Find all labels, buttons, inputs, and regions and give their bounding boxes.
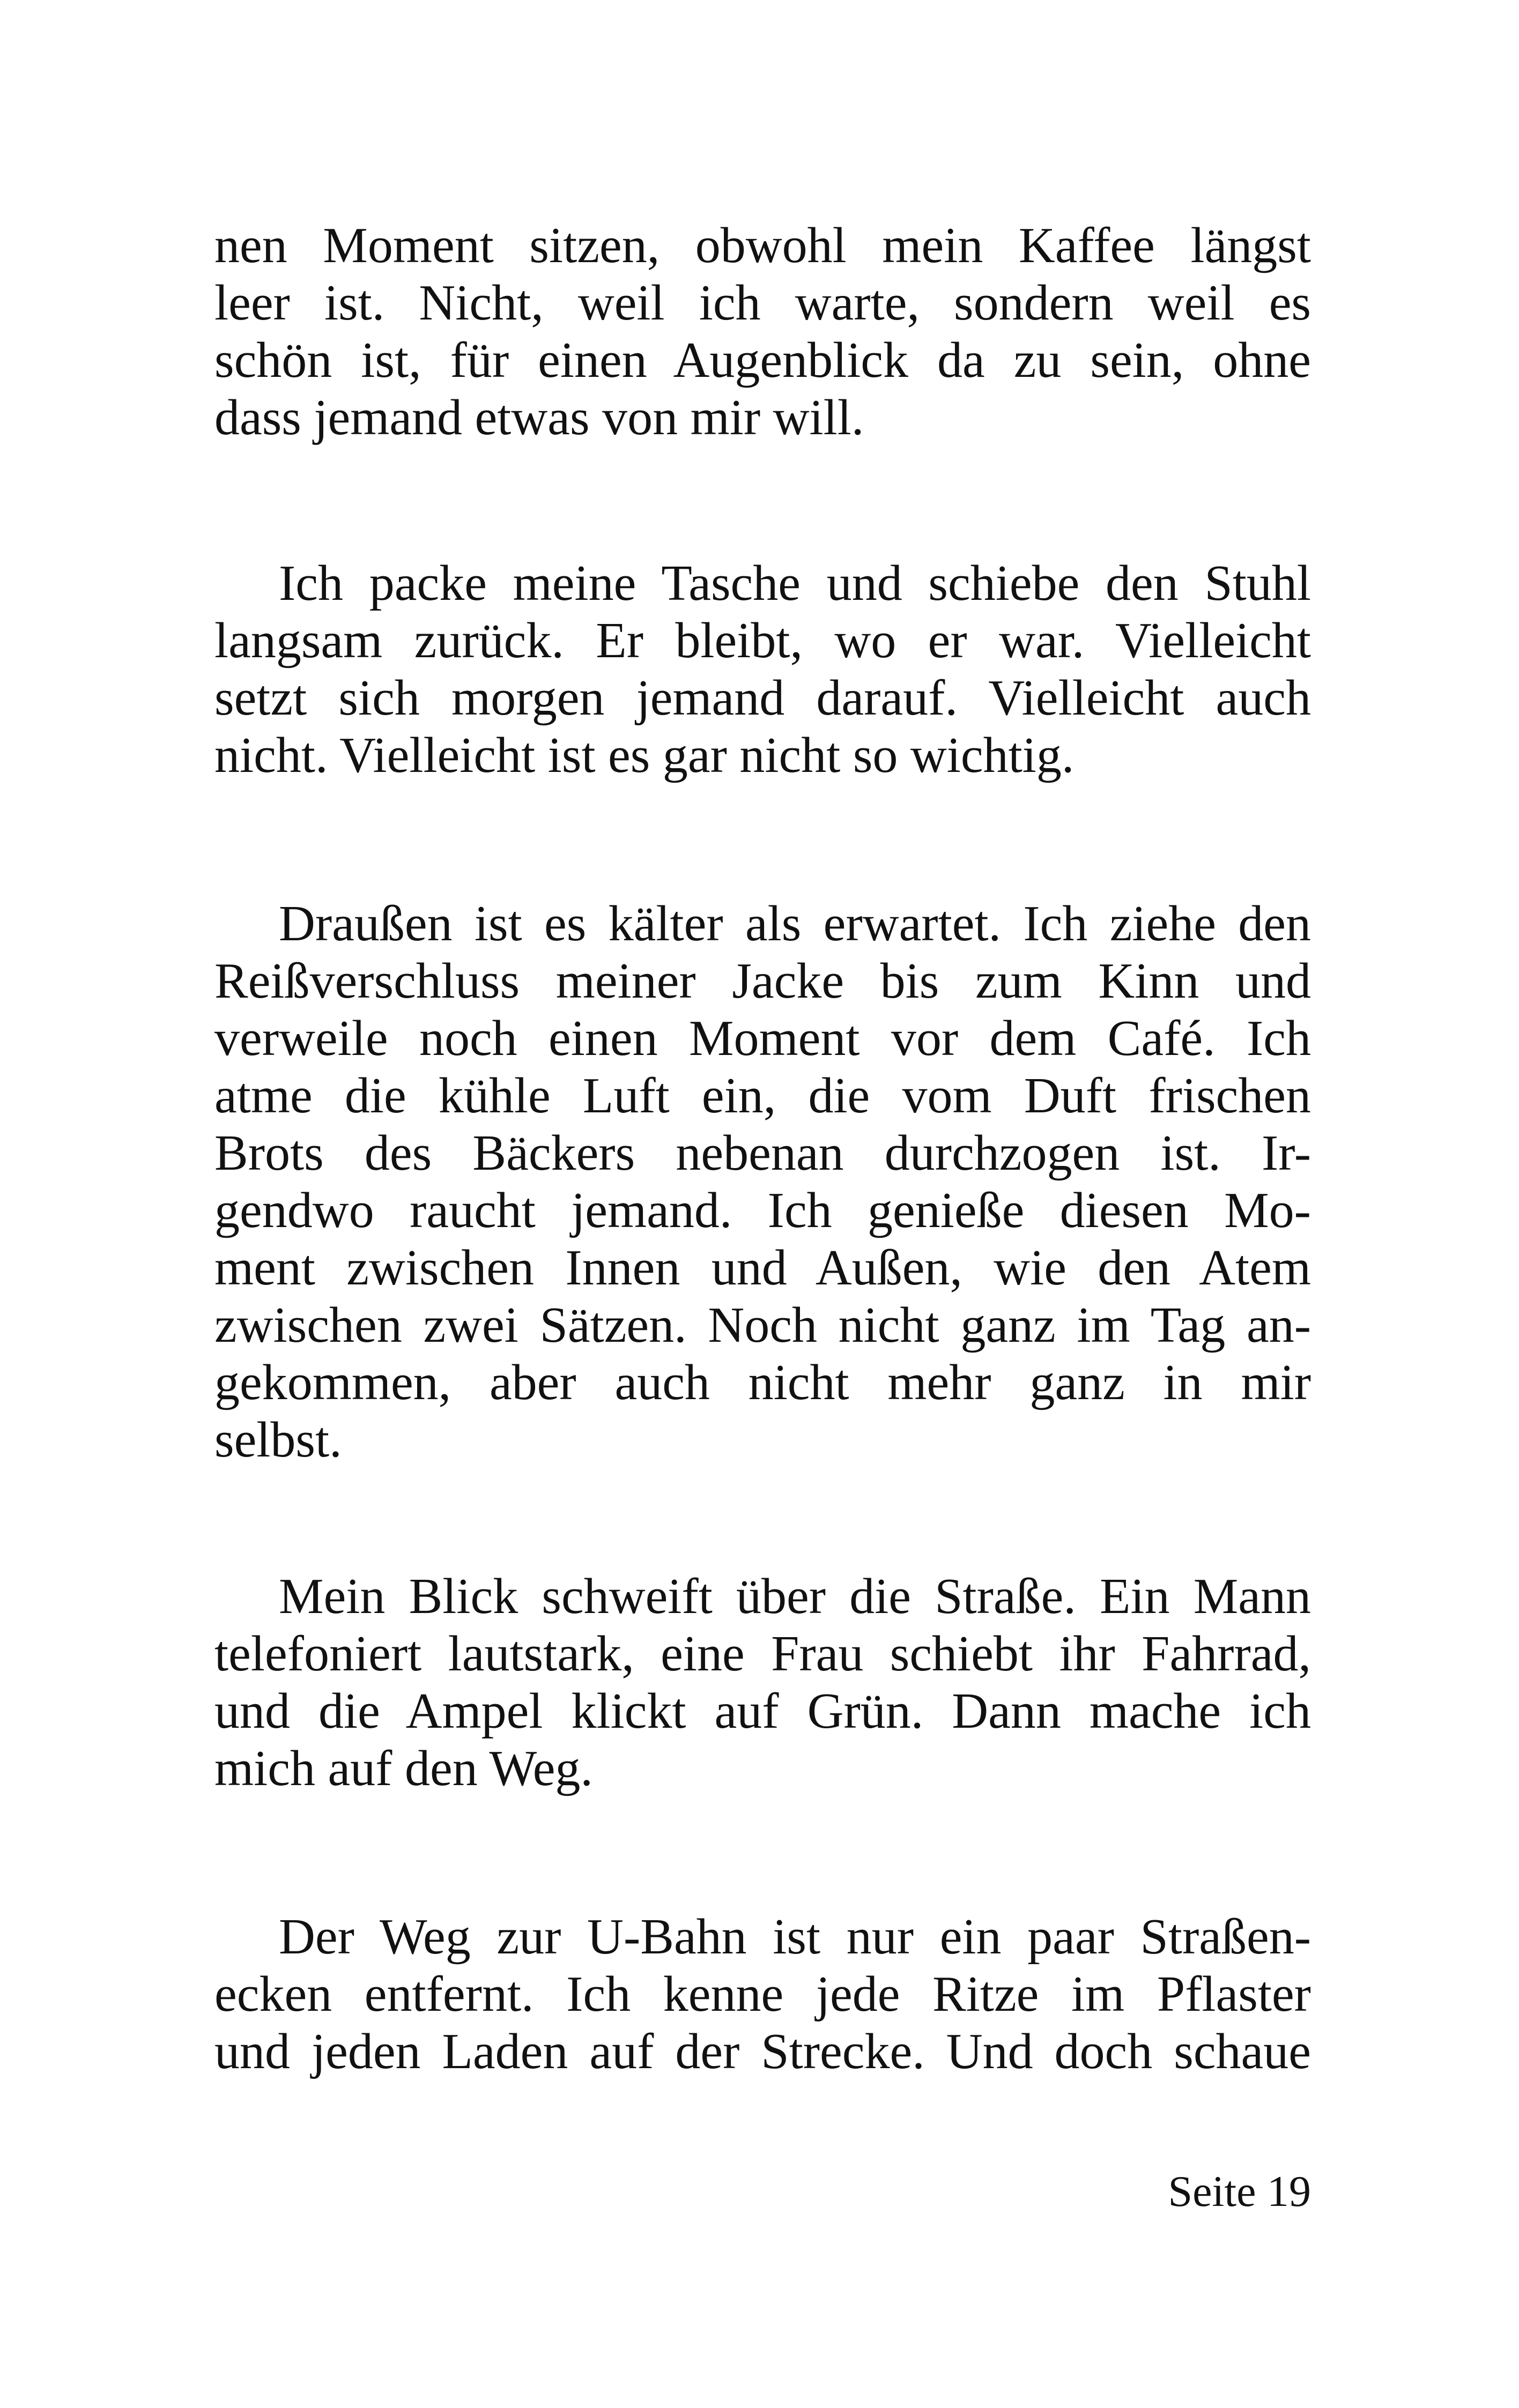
- text-line: Mein Blick schweift über die Straße. Ein Mann: [279, 1569, 1311, 1624]
- text-line: nen Moment sitzen, obwohl mein Kaffee längst: [214, 218, 1311, 273]
- text-line: nicht. Vielleicht ist es gar nicht so wichtig.: [214, 727, 1075, 783]
- text-line: selbst.: [214, 1412, 342, 1468]
- text-line: Reißverschluss meiner Jacke bis zum Kinn und: [214, 953, 1311, 1009]
- text-line: und die Ampel klickt auf Grün. Dann mache ich: [214, 1683, 1311, 1739]
- text-line: gekommen, aber auch nicht mehr ganz in mir: [214, 1355, 1311, 1410]
- paragraph-2: [214, 555, 1311, 784]
- paragraph-1: [214, 217, 1311, 447]
- text-line: setzt sich morgen jemand darauf. Vielleicht auch: [214, 670, 1311, 726]
- text-line: atme die kühle Luft ein, die vom Duft frischen: [214, 1068, 1311, 1124]
- text-line: und jeden Laden auf der Strecke. Und doch schaue: [214, 2024, 1311, 2079]
- text-line: zwischen zwei Sätzen. Noch nicht ganz im Tag an-: [214, 1297, 1311, 1353]
- paragraph-3: [214, 895, 1311, 1469]
- paragraph-4: [214, 1568, 1311, 1797]
- text-line: schön ist, für einen Augenblick da zu sein, ohne: [214, 332, 1311, 388]
- paragraph-5: [214, 1908, 1311, 2080]
- text-line: leer ist. Nicht, weil ich warte, sondern weil es: [214, 275, 1311, 331]
- text-line: Draußen ist es kälter als erwartet. Ich ziehe den: [279, 896, 1311, 952]
- text-line: gendwo raucht jemand. Ich genieße diesen Mo-: [214, 1183, 1311, 1238]
- text-line: langsam zurück. Er bleibt, wo er war. Vielleicht: [214, 613, 1311, 668]
- text-line: Brots des Bäckers nebenan durchzogen ist. Ir-: [214, 1125, 1311, 1181]
- text-line: Der Weg zur U-Bahn ist nur ein paar Straßen-: [279, 1909, 1311, 1965]
- text-line: ment zwischen Innen und Außen, wie den Atem: [214, 1240, 1311, 1296]
- page-number: Seite 19: [1168, 2167, 1311, 2216]
- text-line: verweile noch einen Moment vor dem Café. Ich: [214, 1010, 1311, 1066]
- text-line: telefoniert lautstark, eine Frau schiebt ihr Fahrrad,: [214, 1626, 1311, 1682]
- text-line: Ich packe meine Tasche und schiebe den Stuhl: [279, 555, 1311, 611]
- text-line: mich auf den Weg.: [214, 1741, 593, 1796]
- text-line: dass jemand etwas von mir will.: [214, 390, 864, 445]
- text-line: ecken entfernt. Ich kenne jede Ritze im Pflaster: [214, 1966, 1311, 2022]
